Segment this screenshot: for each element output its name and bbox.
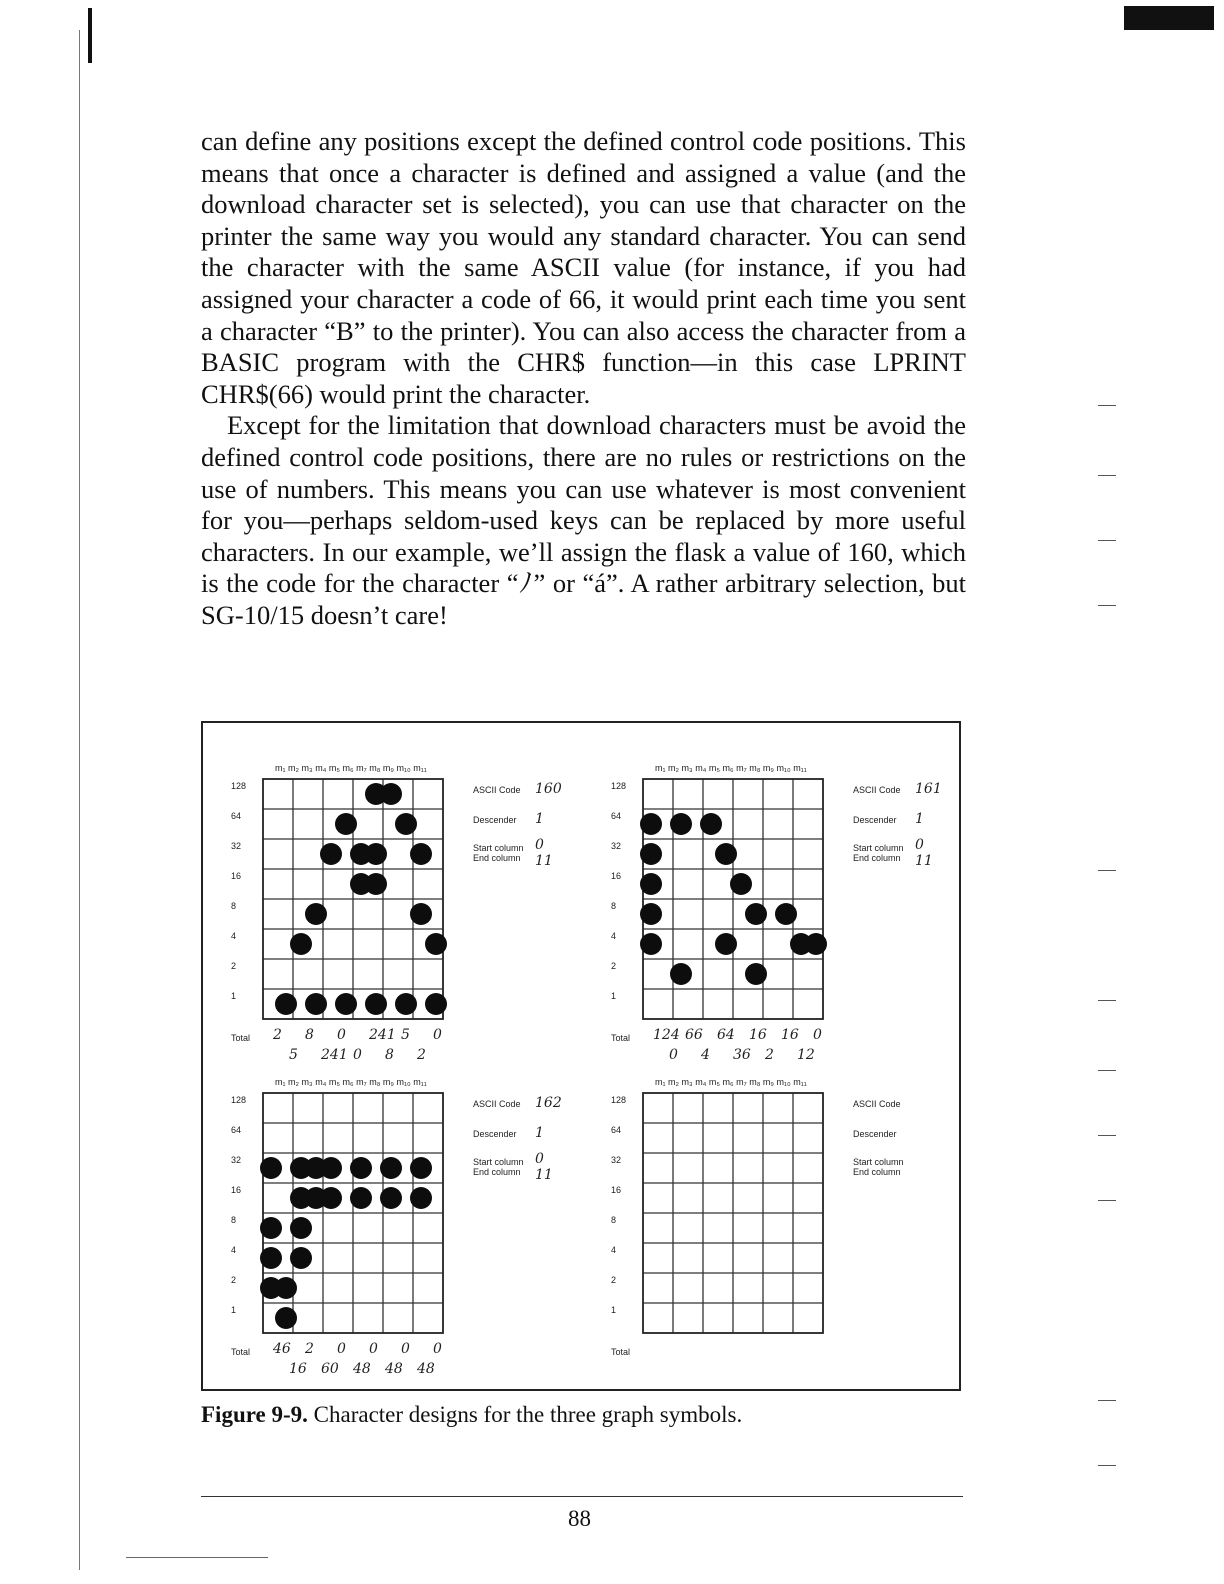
dot — [640, 813, 662, 835]
dot — [775, 903, 797, 925]
column-total: 16 — [289, 1361, 307, 1377]
margin-tick — [1098, 870, 1116, 871]
row-value-label: 2 — [231, 961, 237, 971]
column-header: m₁ m₂ m₃ m₄ m₅ m₆ m₇ m₈ m₉ m₁₀ m₁₁ — [655, 763, 807, 773]
total-label: Total — [231, 1033, 251, 1043]
end-column-value: 11 — [915, 853, 933, 869]
column-total: 48 — [417, 1361, 435, 1377]
column-total: 124 — [653, 1027, 680, 1043]
dot — [640, 933, 662, 955]
row-value-label: 64 — [611, 1125, 622, 1135]
column-total: 48 — [353, 1361, 371, 1377]
corner-block — [1124, 6, 1214, 30]
column-total: 16 — [781, 1027, 799, 1043]
figure-caption-label: Figure 9-9. — [201, 1402, 308, 1427]
dot — [640, 903, 662, 925]
page-number: 88 — [568, 1506, 591, 1531]
row-value-label: 64 — [231, 811, 242, 821]
dot — [640, 843, 662, 865]
total-label: Total — [611, 1347, 631, 1357]
dot — [425, 993, 447, 1015]
dot — [290, 1247, 312, 1269]
dot — [275, 1307, 297, 1329]
row-value-label: 2 — [231, 1275, 237, 1285]
dot — [380, 783, 402, 805]
row-value-label: 8 — [231, 1215, 237, 1225]
dot — [805, 933, 827, 955]
column-total: 2 — [765, 1047, 774, 1063]
row-value-label: 32 — [611, 1155, 622, 1165]
binding-edge — [79, 30, 80, 1570]
dot — [670, 813, 692, 835]
figure-caption — [201, 1402, 742, 1428]
paragraph: Except for the limitation that download characters must be avoid the defined control code positions, there are no rules or restrictions on the use of numbers. This means you can use whatever is most convenient for you—perhaps seldom-used keys can be replaced by more useful characters. In our example, we’ll assign the flask a value of 160, which is the code for the character “ﾉ” or “á”. A rather arbitrary selection, but SG-10/15 doesn’t care! — [201, 410, 966, 630]
row-value-label: 4 — [611, 1245, 617, 1255]
row-value-label: 1 — [231, 1305, 237, 1315]
column-total: 2 — [305, 1341, 314, 1357]
descender-label: Descender — [473, 1129, 517, 1139]
dot — [350, 843, 372, 865]
dot — [305, 993, 327, 1015]
column-total: 4 — [701, 1047, 710, 1063]
row-value-label: 4 — [231, 931, 237, 941]
bottom-rule — [126, 1557, 268, 1558]
margin-tick — [1098, 1400, 1116, 1401]
dot — [395, 993, 417, 1015]
margin-tick — [1098, 1135, 1116, 1136]
ascii-code-label: ASCII Code — [853, 1099, 901, 1109]
figure — [201, 721, 961, 1391]
column-header: m₁ m₂ m₃ m₄ m₅ m₆ m₇ m₈ m₉ m₁₀ m₁₁ — [275, 1077, 427, 1087]
descender-label: Descender — [853, 1129, 897, 1139]
row-value-label: 8 — [231, 901, 237, 911]
dot — [395, 813, 417, 835]
column-total: 0 — [369, 1341, 378, 1357]
ascii-code-value: 160 — [535, 781, 562, 797]
ascii-code-label: ASCII Code — [473, 785, 521, 795]
row-value-label: 2 — [611, 1275, 617, 1285]
dot — [745, 903, 767, 925]
row-value-label: 32 — [231, 841, 242, 851]
column-total: 5 — [289, 1047, 298, 1063]
column-total: 0 — [401, 1341, 410, 1357]
row-value-label: 1 — [611, 991, 617, 1001]
start-column-label: Start column — [853, 1157, 904, 1167]
column-total: 5 — [401, 1027, 410, 1043]
total-label: Total — [611, 1033, 631, 1043]
dot — [260, 1247, 282, 1269]
dot — [305, 903, 327, 925]
row-value-label: 16 — [231, 1185, 242, 1195]
dot — [715, 933, 737, 955]
paragraph: can define any positions except the defined control code positions. This means that once a character is defined and assigned a value (and the download character set is selected), you can use that character on the printer the same way you would any standard character. You can send the character with the same ASCII value (for instance, if you had assigned your character a code of 66, it would print each time you sent a character “B” to the printer). You can also access the character from a BASIC program with the CHR$ function—in this case LPRINT CHR$(66) would print the character. — [201, 126, 966, 409]
dot — [410, 843, 432, 865]
dot — [730, 873, 752, 895]
margin-tick — [1098, 1000, 1116, 1001]
column-total: 0 — [337, 1027, 346, 1043]
dot — [320, 843, 342, 865]
row-value-label: 4 — [611, 931, 617, 941]
figure-graphic — [203, 723, 963, 1393]
dot — [715, 843, 737, 865]
dot — [350, 1157, 372, 1179]
row-value-label: 128 — [231, 1095, 247, 1105]
row-value-label: 64 — [611, 811, 622, 821]
dot — [640, 873, 662, 895]
column-total: 0 — [433, 1341, 442, 1357]
row-value-label: 16 — [611, 871, 622, 881]
column-total: 2 — [273, 1027, 282, 1043]
row-value-label: 8 — [611, 1215, 617, 1225]
row-value-label: 8 — [611, 901, 617, 911]
end-column-label: End column — [473, 1167, 521, 1177]
row-value-label: 128 — [611, 781, 627, 791]
column-total: 2 — [417, 1047, 426, 1063]
end-column-label: End column — [473, 853, 521, 863]
row-value-label: 1 — [231, 991, 237, 1001]
dot — [670, 963, 692, 985]
row-value-label: 64 — [231, 1125, 242, 1135]
column-total: 8 — [305, 1027, 314, 1043]
row-value-label: 4 — [231, 1245, 237, 1255]
dot — [745, 963, 767, 985]
figure-caption-text: Character designs for the three graph symbols. — [313, 1402, 743, 1427]
margin-tick — [1098, 405, 1116, 406]
descender-value: 1 — [535, 811, 544, 827]
end-column-label: End column — [853, 1167, 901, 1177]
start-column-value: 0 — [535, 837, 544, 853]
column-total: 48 — [385, 1361, 403, 1377]
dot — [320, 1157, 342, 1179]
column-total: 0 — [669, 1047, 678, 1063]
dot — [410, 903, 432, 925]
margin-tick — [1098, 1465, 1116, 1466]
column-total: 8 — [385, 1047, 394, 1063]
row-value-label: 16 — [231, 871, 242, 881]
dot — [700, 813, 722, 835]
start-column-label: Start column — [853, 843, 904, 853]
binding-mark — [88, 8, 92, 63]
dot — [410, 1187, 432, 1209]
column-header: m₁ m₂ m₃ m₄ m₅ m₆ m₇ m₈ m₉ m₁₀ m₁₁ — [275, 763, 427, 773]
column-total: 66 — [685, 1027, 703, 1043]
column-total: 0 — [337, 1341, 346, 1357]
ascii-code-value: 161 — [915, 781, 942, 797]
column-total: 36 — [733, 1047, 751, 1063]
row-value-label: 128 — [611, 1095, 627, 1105]
dot — [380, 1157, 402, 1179]
end-column-value: 11 — [535, 853, 553, 869]
descender-label: Descender — [473, 815, 517, 825]
row-value-label: 16 — [611, 1185, 622, 1195]
column-total: 0 — [433, 1027, 442, 1043]
start-column-value: 0 — [915, 837, 924, 853]
column-total: 241 — [369, 1027, 396, 1043]
margin-tick — [1098, 475, 1116, 476]
column-total: 60 — [321, 1361, 339, 1377]
dot — [275, 1277, 297, 1299]
margin-tick — [1098, 540, 1116, 541]
margin-tick — [1098, 1070, 1116, 1071]
dot — [290, 1217, 312, 1239]
dot — [320, 1187, 342, 1209]
column-total: 12 — [797, 1047, 815, 1063]
descender-value: 1 — [915, 811, 924, 827]
ascii-code-label: ASCII Code — [853, 785, 901, 795]
dot — [350, 873, 372, 895]
column-total: 0 — [353, 1047, 362, 1063]
descender-value: 1 — [535, 1125, 544, 1141]
dot — [410, 1157, 432, 1179]
start-column-label: Start column — [473, 1157, 524, 1167]
ascii-code-value: 162 — [535, 1095, 562, 1111]
row-value-label: 128 — [231, 781, 247, 791]
dot — [290, 933, 312, 955]
dot — [275, 993, 297, 1015]
margin-tick — [1098, 605, 1116, 606]
row-value-label: 1 — [611, 1305, 617, 1315]
column-total: 16 — [749, 1027, 767, 1043]
footer-rule — [201, 1496, 963, 1497]
body-text — [201, 126, 966, 632]
row-value-label: 2 — [611, 961, 617, 971]
start-column-label: Start column — [473, 843, 524, 853]
dot — [260, 1217, 282, 1239]
row-value-label: 32 — [231, 1155, 242, 1165]
row-value-label: 32 — [611, 841, 622, 851]
column-total: 46 — [273, 1341, 291, 1357]
dot — [335, 813, 357, 835]
column-header: m₁ m₂ m₃ m₄ m₅ m₆ m₇ m₈ m₉ m₁₀ m₁₁ — [655, 1077, 807, 1087]
ascii-code-label: ASCII Code — [473, 1099, 521, 1109]
column-total: 241 — [321, 1047, 348, 1063]
total-label: Total — [231, 1347, 251, 1357]
dot — [425, 933, 447, 955]
dot — [365, 993, 387, 1015]
dot — [350, 1187, 372, 1209]
end-column-label: End column — [853, 853, 901, 863]
dot — [260, 1157, 282, 1179]
descender-label: Descender — [853, 815, 897, 825]
column-total: 64 — [717, 1027, 735, 1043]
dot — [335, 993, 357, 1015]
dot — [380, 1187, 402, 1209]
start-column-value: 0 — [535, 1151, 544, 1167]
end-column-value: 11 — [535, 1167, 553, 1183]
column-total: 0 — [813, 1027, 822, 1043]
margin-tick — [1098, 1200, 1116, 1201]
